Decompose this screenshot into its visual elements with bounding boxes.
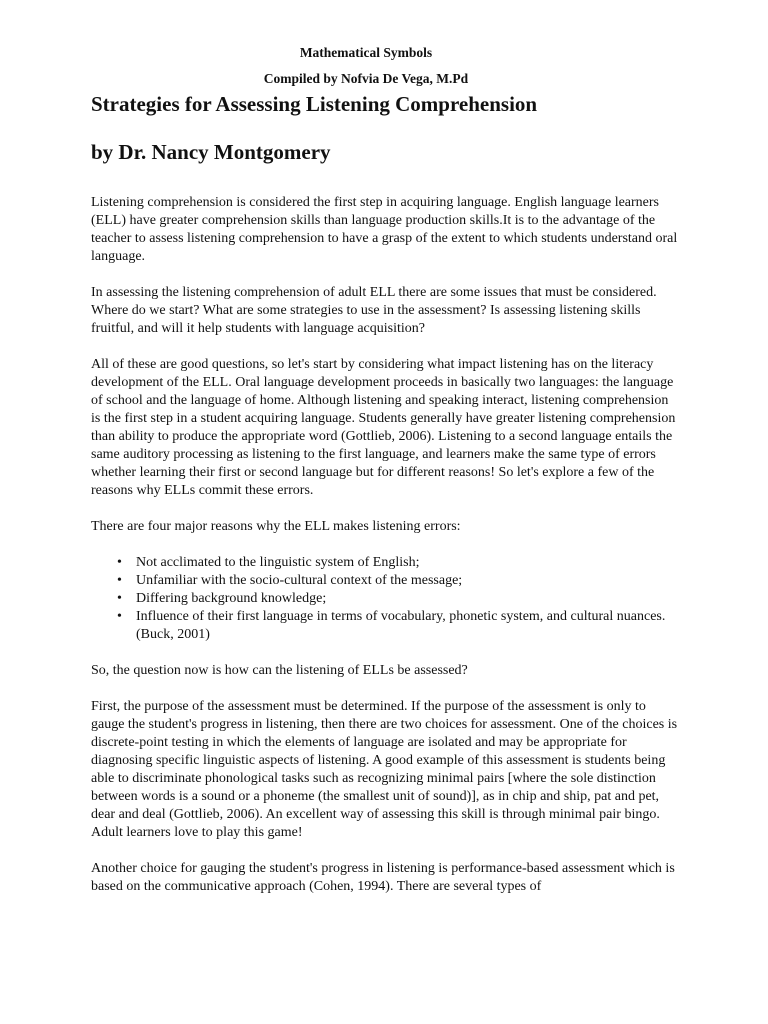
list-item xyxy=(117,590,681,608)
list-item xyxy=(117,572,681,590)
compiled-by-line: Compiled by Nofvia De Vega, M.Pd xyxy=(263,71,469,86)
list-item xyxy=(117,554,681,572)
document-subject: Mathematical Symbols xyxy=(299,45,433,60)
article-title: Strategies for Assessing Listening Comprehension xyxy=(91,92,538,116)
list-item-text: Unfamiliar with the socio-cultural context of the message; xyxy=(136,573,463,588)
article-author: by Dr. Nancy Montgomery xyxy=(91,140,331,164)
bullet-icon: • xyxy=(117,555,122,570)
list-item-text: Influence of their first language in terms of vocabulary, phonetic system, and cultural nuances. (Buck, 2001) xyxy=(136,609,666,642)
document-page xyxy=(91,44,681,896)
reasons-list xyxy=(91,554,681,644)
bullet-icon: • xyxy=(117,591,122,606)
bullet-icon: • xyxy=(117,609,122,624)
list-item xyxy=(117,608,681,644)
bullet-icon: • xyxy=(117,573,122,588)
paragraph: In assessing the listening comprehension of adult ELL there are some issues that must be considered. Where do we start? What are some strategies to use in the assessment? Is assessing listening skills fruitful, and will it help students with language acquisition? xyxy=(91,285,657,336)
paragraph: Another choice for gauging the student's progress in listening is performance-based assessment which is based on the communicative approach (Cohen, 1994). There are several types of xyxy=(91,861,675,894)
paragraph: All of these are good questions, so let's start by considering what impact listening has on the literacy development of the ELL. Oral language development proceeds in basically two languages: the language of school and the language of home. Although listening and speaking interact, listening comprehension is the first step in a student acquiring language. Students generally have greater listening comprehension than ability to produce the appropriate word (Gottlieb, 2006). Listening to a second language entails the same auditory processing as listening to the first language, and learners make the same type of errors whether learning their first or second language but for different reasons! So let's explore a few of the reasons why ELLs commit these errors. xyxy=(91,357,676,498)
paragraph: Listening comprehension is considered the first step in acquiring language. English language learners (ELL) have greater comprehension skills than language production skills.It is to the advantage of the teacher to assess listening comprehension to have a grasp of the extent to which students understand oral language. xyxy=(91,195,678,264)
list-item-text: Not acclimated to the linguistic system of English; xyxy=(136,555,420,570)
paragraph: There are four major reasons why the ELL makes listening errors: xyxy=(91,519,461,534)
paragraph: So, the question now is how can the listening of ELLs be assessed? xyxy=(91,663,468,678)
paragraph: First, the purpose of the assessment must be determined. If the purpose of the assessment is only to gauge the student's progress in listening, then there are two choices for assessment. One of the choices is discrete-point testing in which the elements of language are isolated and may be appropriate for diagnosing specific linguistic aspects of listening. A good example of this assessment is students being able to discriminate phonological tasks such as recognizing minimal pairs [where the sole distinction between words is a sound or a phoneme (the smallest unit of sound)], as in chip and ship, pat and pet, dear and deal (Gottlieb, 2006). An excellent way of assessing this skill is through minimal pair bingo. Adult learners love to play this game! xyxy=(91,699,678,840)
list-item-text: Differing background knowledge; xyxy=(136,591,327,606)
